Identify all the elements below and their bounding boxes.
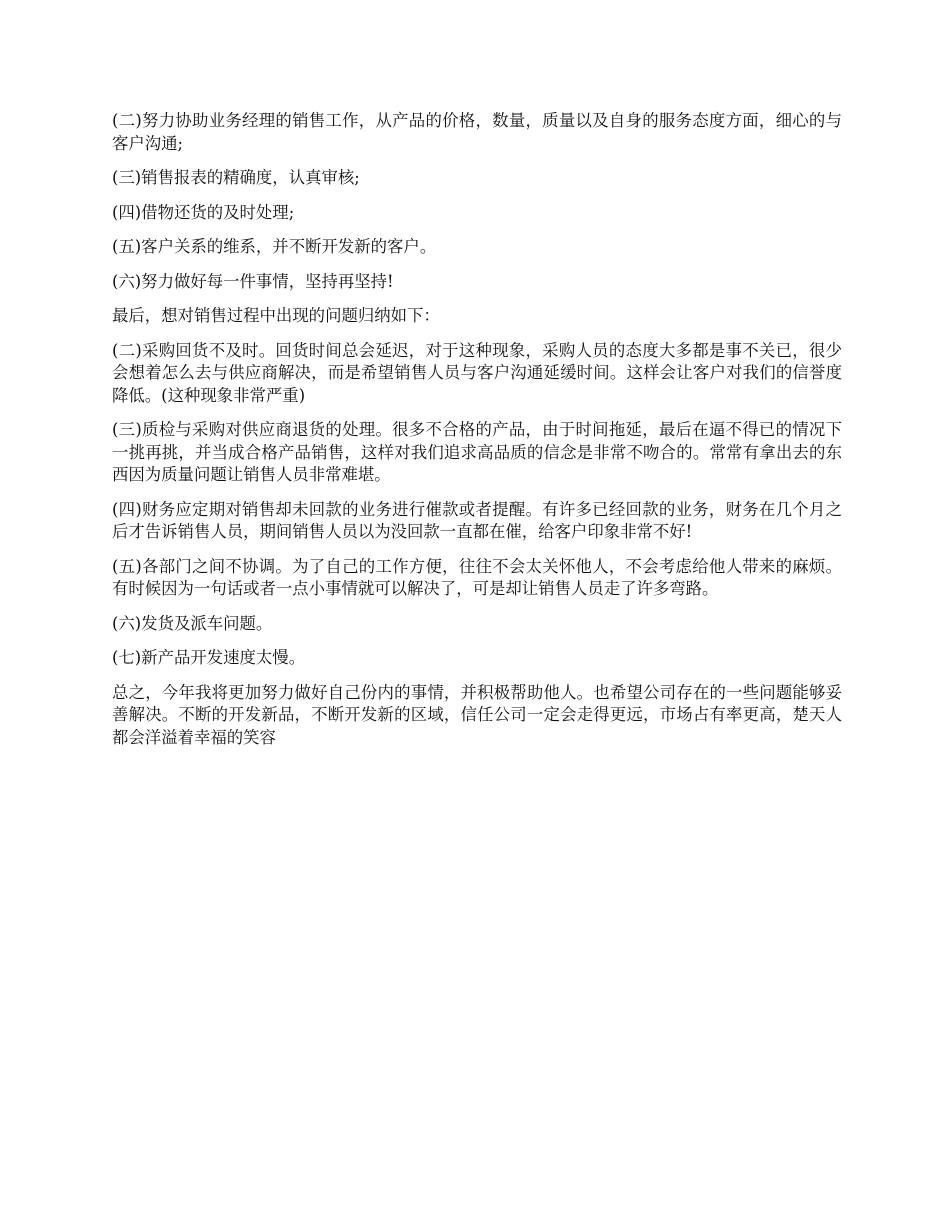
paragraph-conclusion: 总之，今年我将更加努力做好自己份内的事情，并积极帮助他人。也希望公司存在的一些问题能够妥善解决。不断的开发新品，不断开发新的区域，信任公司一定会走得更远，市场占有率更高，楚天人都会洋溢着幸福的笑容 — [112, 682, 842, 747]
paragraph-department-coordination: (五)各部门之间不协调。为了自己的工作方便，往往不会太关怀他人，不会考虑给他人带来的麻烦。有时候因为一句话或者一点小事情就可以解决了，可是却让销售人员走了许多弯路。 — [112, 556, 842, 598]
paragraph-purchase-delay: (二)采购回货不及时。回货时间总会延迟，对于这种现象，采购人员的态度大多都是事不关已，很少会想着怎么去与供应商解决，而是希望销售人员与客户沟通延缓时间。这样会让客户对我们的信誉度降低。(这种现象非常严重) — [112, 340, 842, 405]
paragraph-borrow-return-goods: (四)借物还货的及时处理; — [112, 202, 295, 222]
paragraph-finance-collection: (四)财务应定期对销售却未回款的业务进行催款或者提醒。有许多已经回款的业务，财务在几个月之后才告诉销售人员，期间销售人员以为没回款一直都在催，给客户印象非常不好! — [112, 499, 842, 541]
paragraph-assist-sales-manager: (二)努力协助业务经理的销售工作，从产品的价格，数量，质量以及自身的服务态度方面，细心的与客户沟通; — [112, 111, 842, 153]
paragraph-new-product-speed: (七)新产品开发速度太慢。 — [112, 648, 306, 667]
document-body — [112, 110, 842, 761]
paragraph-customer-relations: (五)客户关系的维系，并不断开发新的客户。 — [112, 237, 437, 256]
paragraph-problems-intro: 最后，想对销售过程中出现的问题归纳如下： — [112, 306, 440, 325]
paragraph-sales-report-accuracy: (三)销售报表的精确度，认真审核; — [112, 168, 360, 187]
paragraph-quality-return: (三)质检与采购对供应商退货的处理。很多不合格的产品，由于时间拖延，最后在逼不得已的情况下一挑再挑，并当成合格产品销售，这样对我们追求高品质的信念是非常不吻合的。常常有拿出去的东西因为质量问题让销售人员非常难堪。 — [112, 420, 842, 484]
paragraph-shipping-dispatch: (六)发货及派车问题。 — [112, 613, 273, 633]
paragraph-persistence: (六)努力做好每一件事情，坚持再坚持! — [112, 271, 394, 291]
